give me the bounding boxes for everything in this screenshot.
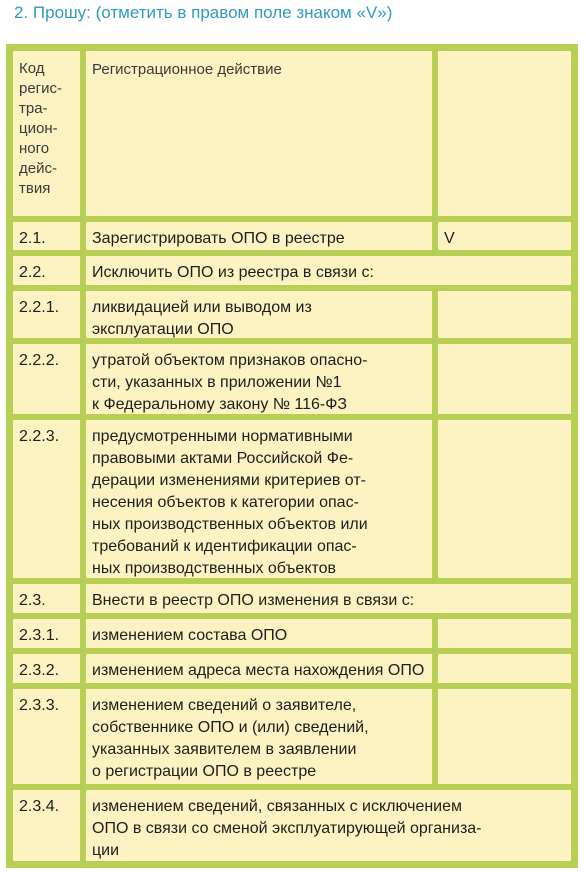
header-code-cell: [13, 51, 80, 216]
row-mark-cell[interactable]: [438, 420, 571, 578]
header-code-line: дейс-: [19, 160, 57, 177]
row-code-cell: [13, 222, 80, 250]
header-code-line: Код: [19, 60, 45, 77]
row-code-cell: [13, 420, 80, 578]
row-action-cell: [86, 344, 432, 414]
row-code: 2.2.2.: [19, 352, 60, 369]
row-action-cell: [86, 256, 571, 285]
section-heading: 2. Прошу: (отметить в правом поле знаком «V»): [14, 3, 393, 22]
row-action-cell: [86, 619, 432, 648]
row-mark-cell[interactable]: [438, 291, 571, 338]
header-mark-cell: [438, 51, 571, 216]
row-code-cell: [13, 584, 80, 613]
row-action-line: требований к идентификации опас-: [92, 538, 357, 555]
header-action-cell: [86, 51, 432, 216]
row-code-cell: [13, 256, 80, 285]
row-code: 2.2.3.: [19, 428, 60, 445]
header-code-line: цион-: [19, 120, 58, 137]
row-action-cell: [86, 790, 571, 861]
row-action-cell: [86, 291, 432, 338]
header-code-line: регис-: [19, 80, 63, 97]
row-code-cell: [13, 619, 80, 648]
row-code-cell: [13, 654, 80, 683]
row-action-line: ных производственных объектов: [92, 560, 337, 577]
row-action-line: Зарегистрировать ОПО в реестре: [92, 230, 345, 247]
row-mark-cell[interactable]: [438, 222, 571, 250]
row-code: 2.3.: [19, 592, 46, 609]
row-action-line: эксплуатации ОПО: [92, 321, 234, 338]
row-action-line: правовыми актами Российской Фе-: [92, 450, 354, 467]
row-action-line: сти, указанных в приложении №1: [92, 374, 342, 391]
row-mark: V: [444, 230, 455, 247]
row-action-cell: [86, 654, 432, 683]
row-action-cell: [86, 584, 571, 613]
row-code-cell: [13, 291, 80, 338]
row-code: 2.3.1.: [19, 627, 60, 644]
row-action-cell: [86, 420, 432, 578]
row-action-line: Исключить ОПО из реестра в связи с:: [92, 264, 374, 281]
row-code-cell: [13, 790, 80, 861]
row-action-line: о регистрации ОПО в реестре: [92, 763, 317, 780]
row-action-line: изменением состава ОПО: [92, 627, 288, 644]
row-action-line: изменением сведений о заявителе,: [92, 697, 357, 714]
row-action-cell: [86, 222, 432, 250]
row-action-line: изменением сведений, связанных с исключением: [92, 798, 463, 815]
row-code: 2.2.1.: [19, 299, 60, 316]
row-action-line: к Федеральному закону № 116-ФЗ: [92, 396, 348, 413]
row-mark-cell[interactable]: [438, 689, 571, 784]
row-code: 2.3.2.: [19, 662, 60, 679]
row-action-line: ликвидацией или выводом из: [92, 299, 312, 316]
row-action-line: предусмотренными нормативными: [92, 428, 353, 445]
row-action-line: ции: [92, 842, 120, 859]
row-mark-cell[interactable]: [438, 619, 571, 648]
header-code-line: ного: [19, 140, 50, 157]
row-action-line: утратой объектом признаков опасно-: [92, 352, 368, 369]
header-code-line: твия: [19, 180, 51, 197]
row-code: 2.3.3.: [19, 697, 60, 714]
row-code-cell: [13, 344, 80, 414]
row-action-line: изменением адреса места нахождения ОПО: [92, 662, 425, 679]
row-action-line: Внести в реестр ОПО изменения в связи с:: [92, 592, 415, 609]
row-mark-cell[interactable]: [438, 344, 571, 414]
row-code-cell: [13, 689, 80, 784]
row-code: 2.3.4.: [19, 798, 60, 815]
row-action-line: несения объектов к категории опас-: [92, 494, 359, 511]
header-code-line: тра-: [19, 100, 48, 117]
row-code: 2.2.: [19, 264, 46, 281]
registration-actions-table: [6, 44, 578, 868]
header-action-label: Регистрационное действие: [92, 61, 282, 78]
row-action-line: дерации изменениями критериев от-: [92, 472, 367, 489]
row-action-line: ных производственных объектов или: [92, 516, 368, 533]
row-action-line: ОПО в связи со сменой эксплуатирующей организа-: [92, 820, 482, 837]
row-action-line: собственнике ОПО и (или) сведений,: [92, 719, 369, 736]
row-action-line: указанных заявителем в заявлении: [92, 741, 357, 758]
row-action-cell: [86, 689, 432, 784]
row-code: 2.1.: [19, 230, 46, 247]
row-mark-cell[interactable]: [438, 654, 571, 683]
